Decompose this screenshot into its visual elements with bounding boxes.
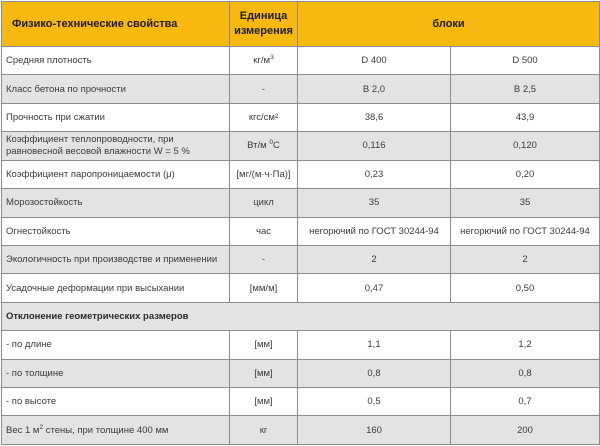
row-property: - по высоте xyxy=(2,388,230,416)
row-unit: час xyxy=(230,217,298,245)
unit-tail: C xyxy=(272,140,280,152)
row-property: Средняя плотность xyxy=(2,47,230,75)
row-unit: [мм/м] xyxy=(230,274,298,302)
row-property: Экологичность при производстве и применении xyxy=(2,245,230,273)
row-value-2: 200 xyxy=(451,416,600,445)
row-value-1: негорючий по ГОСТ 30244-94 xyxy=(298,217,451,245)
row-value-2: 0,20 xyxy=(451,160,600,188)
table-row xyxy=(2,75,600,103)
row-unit: - xyxy=(230,75,298,103)
row-value-1: 160 xyxy=(298,416,451,445)
header-unit-line1: Единица xyxy=(239,10,288,22)
row-value-2: негорючий по ГОСТ 30244-94 xyxy=(451,217,600,245)
row-value-1: 0,47 xyxy=(298,274,451,302)
table-row xyxy=(2,245,600,273)
row-unit: [мг/(м·ч·Па)] xyxy=(230,160,298,188)
row-property: Коэффициент паропроницаемости (μ) xyxy=(2,160,230,188)
row-value-2: 0,8 xyxy=(451,359,600,387)
row-value-2: 0,120 xyxy=(451,132,600,160)
row-value-2: 43,9 xyxy=(451,103,600,131)
section-title: Отклонение геометрических размеров xyxy=(2,302,600,330)
row-unit: [мм] xyxy=(230,388,298,416)
row-value-1: 0,23 xyxy=(298,160,451,188)
header-property: Физико-технические свойства xyxy=(2,2,230,47)
unit-sup: 0 xyxy=(269,139,273,147)
row-value-1: 0,8 xyxy=(298,359,451,387)
property-line2: равновесной весовой влажности W = 5 % xyxy=(6,145,190,157)
header-blocks: блоки xyxy=(298,2,600,47)
table-row xyxy=(2,189,600,217)
row-value-2: 1,2 xyxy=(451,331,600,359)
row-property: Прочность при сжатии xyxy=(2,103,230,131)
row-value-1: 0,5 xyxy=(298,388,451,416)
row-value-2: 2 xyxy=(451,245,600,273)
row-value-2: 35 xyxy=(451,189,600,217)
row-property xyxy=(2,132,230,160)
unit-text: Вт/м xyxy=(247,140,270,152)
table-row xyxy=(2,388,600,416)
row-property xyxy=(2,416,230,445)
property-sup: 2 xyxy=(39,423,44,431)
row-value-1: 38,6 xyxy=(298,103,451,131)
row-unit: - xyxy=(230,245,298,273)
table-row xyxy=(2,217,600,245)
row-value-1: 0,116 xyxy=(298,132,451,160)
unit-sup: 3 xyxy=(270,54,274,62)
row-unit xyxy=(230,132,298,160)
row-property: - по длине xyxy=(2,331,230,359)
row-value-1: D 400 xyxy=(298,47,451,75)
table-row xyxy=(2,132,600,160)
row-property: Огнестойкость xyxy=(2,217,230,245)
row-unit: кгс/см² xyxy=(230,103,298,131)
table-row xyxy=(2,359,600,387)
row-unit: [мм] xyxy=(230,359,298,387)
row-value-1: 35 xyxy=(298,189,451,217)
row-property: - по толщине xyxy=(2,359,230,387)
property-line1: Коэффициент теплопроводности, при xyxy=(6,133,174,145)
table-row xyxy=(2,416,600,445)
row-value-1: 2 xyxy=(298,245,451,273)
header-unit xyxy=(230,2,298,47)
section-row xyxy=(2,302,600,330)
row-unit: цикл xyxy=(230,189,298,217)
row-value-1: 1,1 xyxy=(298,331,451,359)
row-property: Класс бетона по прочности xyxy=(2,75,230,103)
table-row xyxy=(2,103,600,131)
table-header-row xyxy=(2,2,600,47)
table-row xyxy=(2,331,600,359)
unit-text: кг/м xyxy=(253,55,271,67)
row-value-2: В 2,5 xyxy=(451,75,600,103)
row-unit: [мм] xyxy=(230,331,298,359)
table-row xyxy=(2,47,600,75)
table-row xyxy=(2,274,600,302)
row-value-1: В 2,0 xyxy=(298,75,451,103)
row-unit: кг xyxy=(230,416,298,445)
row-property: Усадочные деформации при высыхании xyxy=(2,274,230,302)
row-value-2: 0,7 xyxy=(451,388,600,416)
specifications-table xyxy=(1,1,600,445)
table-row xyxy=(2,160,600,188)
row-property: Морозостойкость xyxy=(2,189,230,217)
row-value-2: D 500 xyxy=(451,47,600,75)
property-part-b: стены, при толщине 400 мм xyxy=(43,424,169,436)
row-unit xyxy=(230,47,298,75)
property-part-a: Вес 1 м xyxy=(6,424,40,436)
row-value-2: 0,50 xyxy=(451,274,600,302)
header-unit-line2: измерения xyxy=(234,25,293,37)
